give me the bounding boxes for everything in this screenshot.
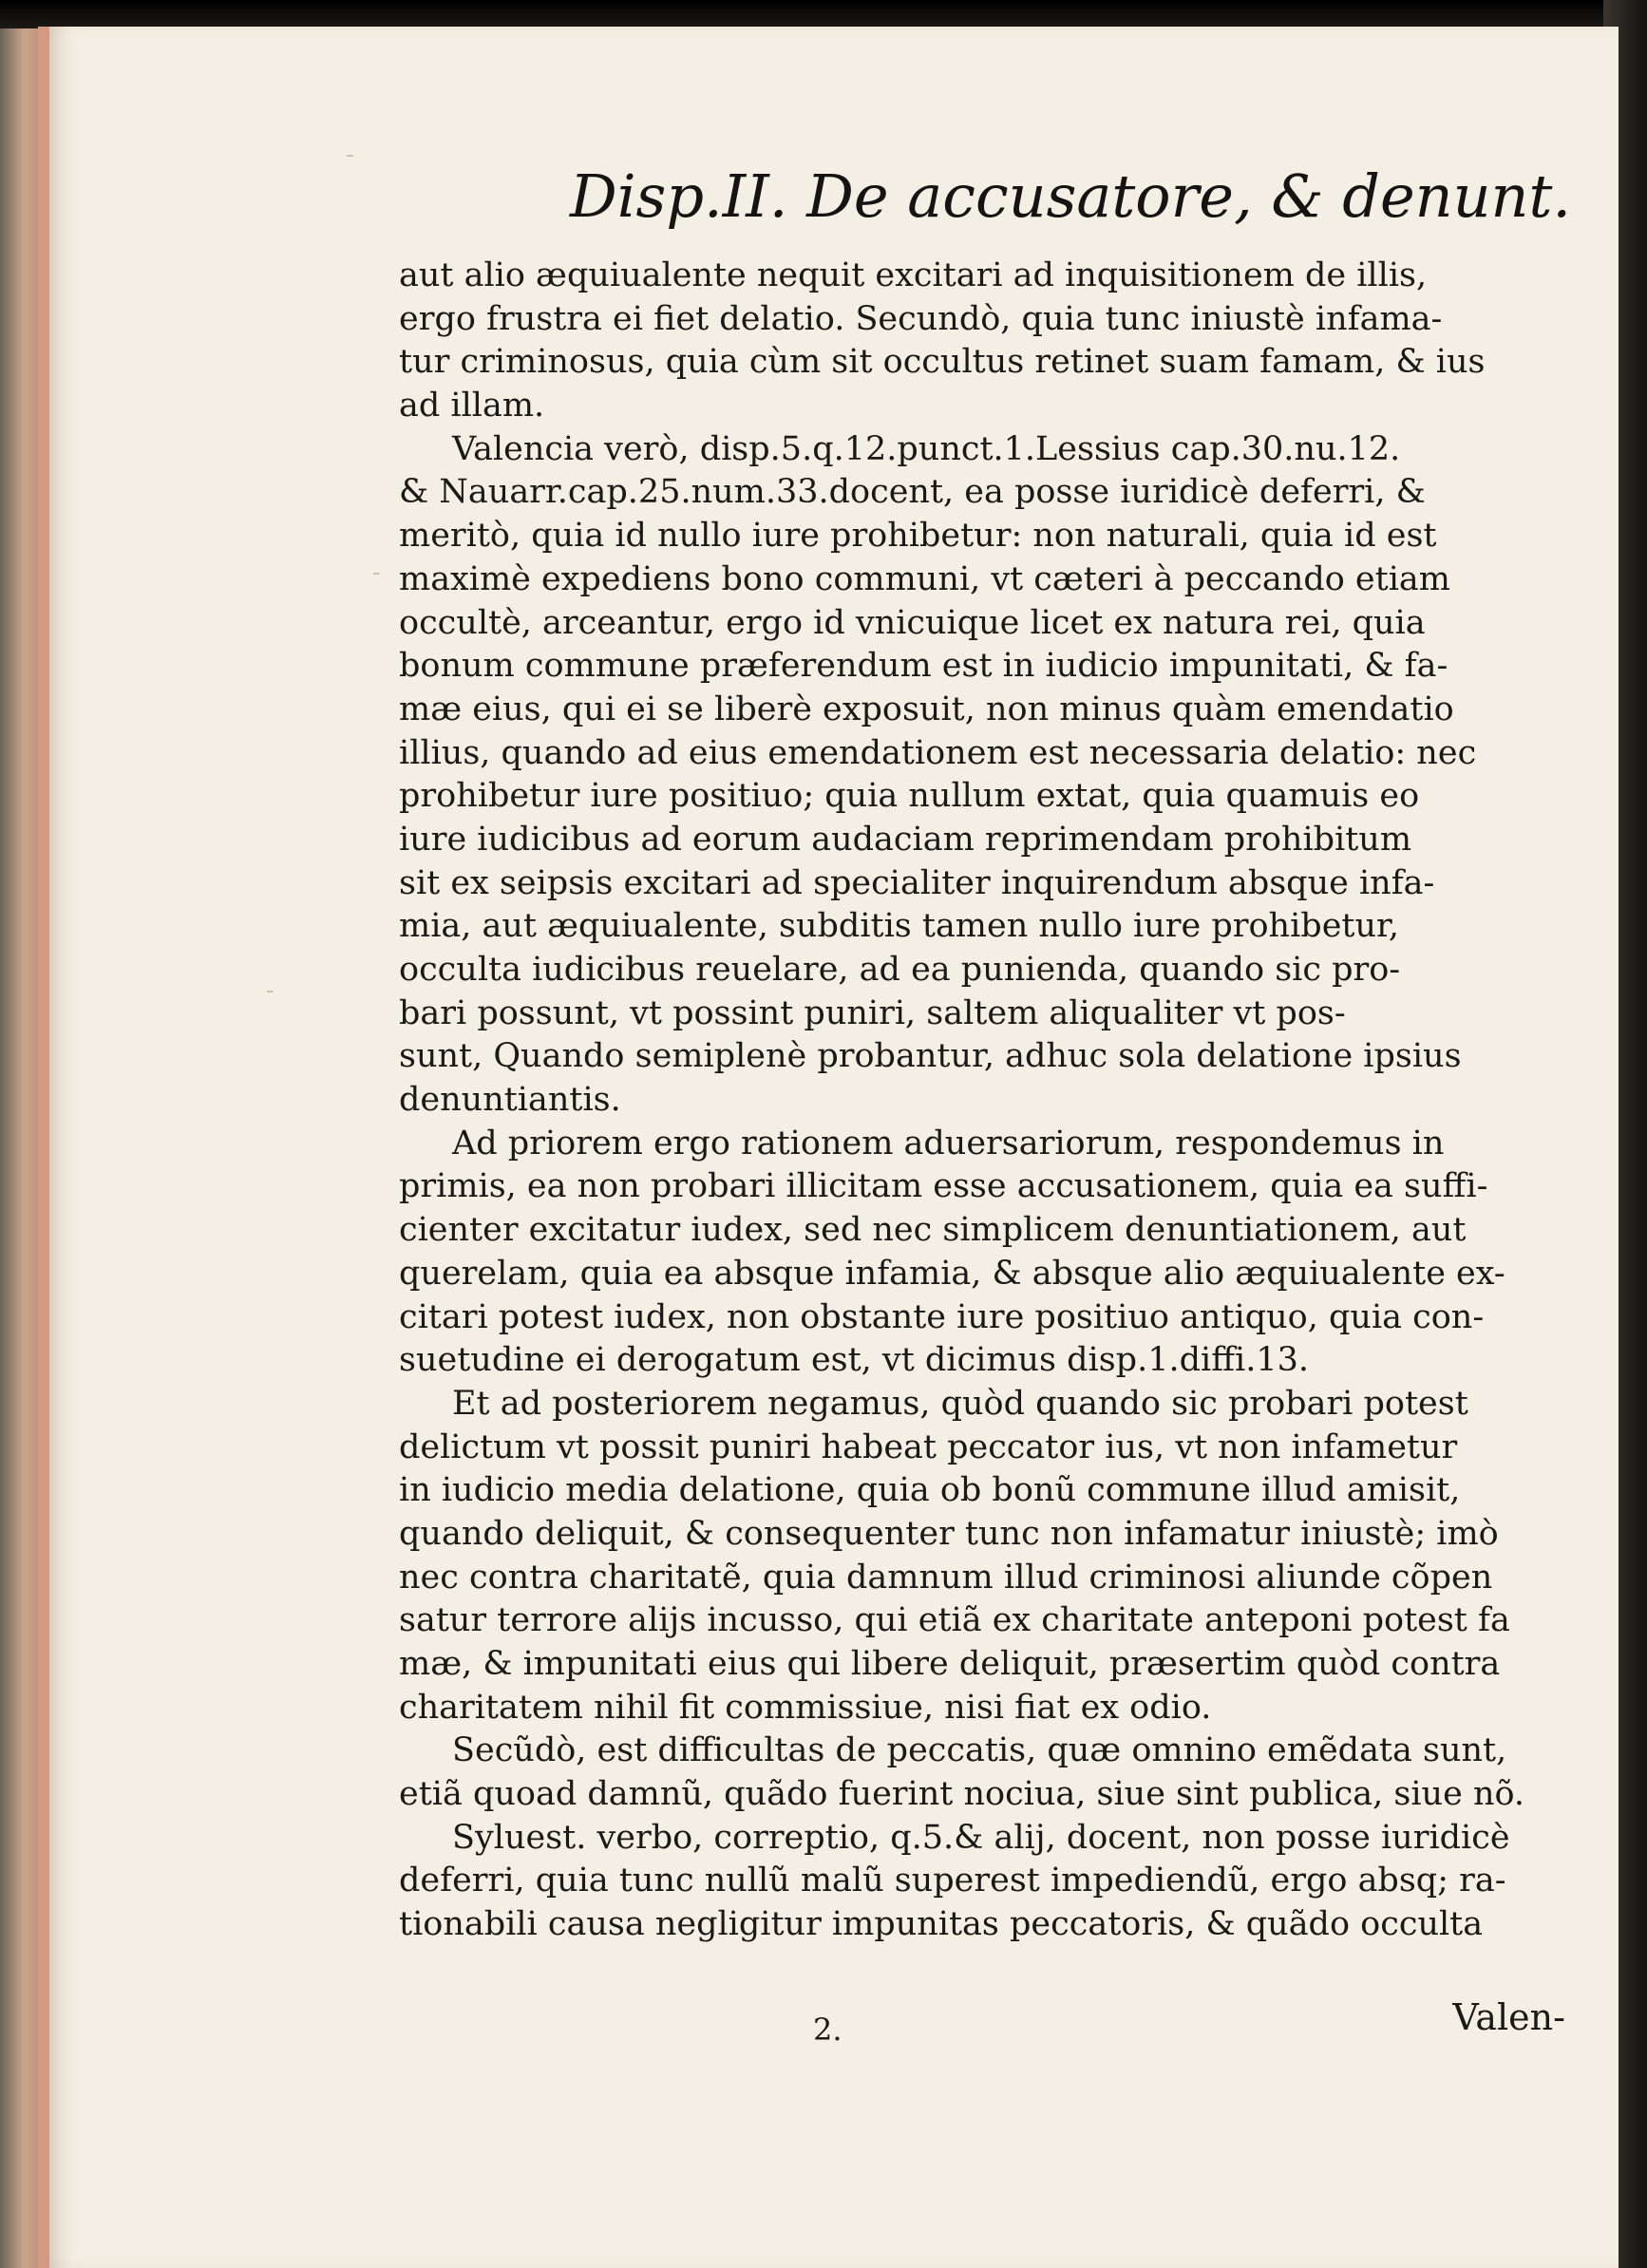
- text-line: cienter excitatur iudex, sed nec simplicem denuntiationem, aut: [399, 1211, 1467, 1250]
- text-line: charitatem nihil fit commissiue, nisi fiat ex odio.: [399, 1688, 1212, 1727]
- text-line: Valencia verò, disp.5.q.12.punct.1.Lessius cap.30.nu.12.: [452, 429, 1401, 468]
- bleed-mark: ‐: [266, 976, 274, 1005]
- running-header: Disp.II. De accusatore, & denunt.: [570, 161, 1572, 231]
- body-text: [399, 255, 1567, 1947]
- text-line: in iudicio media delatione, quia ob bonũ commune illud amisit,: [399, 1471, 1461, 1510]
- text-line: denuntiantis.: [399, 1081, 621, 1120]
- text-line: etiã quoad damnũ, quãdo fuerint nociua, siue sint publica, siue nõ.: [399, 1775, 1525, 1814]
- text-line: Ad priorem ergo rationem aduersariorum, respondemus in: [452, 1124, 1445, 1162]
- text-line: satur terrore alijs incusso, qui etiã ex charitate anteponi potest fa: [399, 1601, 1510, 1640]
- text-line: mæ eius, qui ei se liberè exposuit, non minus quàm emendatio: [399, 690, 1454, 728]
- text-line: bonum commune præferendum est in iudicio impunitati, & fa-: [399, 647, 1448, 686]
- bleed-mark: ‐: [346, 141, 354, 169]
- text-line: iure iudicibus ad eorum audaciam reprimendam prohibitum: [399, 820, 1412, 859]
- text-line: mia, aut æquiualente, subditis tamen nullo iure prohibetur,: [399, 907, 1400, 946]
- text-line: citari potest iudex, non obstante iure positiuo antiquo, quia con-: [399, 1297, 1485, 1336]
- text-line: querelam, quia ea absque infamia, & absque alio æquiualente ex-: [399, 1254, 1505, 1293]
- text-line: Secũdò, est difficultas de peccatis, quæ omnino emẽdata sunt,: [452, 1731, 1507, 1770]
- text-line: Et ad posteriorem negamus, quòd quando sic probari potest: [452, 1384, 1468, 1423]
- catchword: Valen-: [1452, 1996, 1565, 2038]
- text-line: suetudine ei derogatum est, vt dicimus disp.1.diffi.13.: [399, 1341, 1310, 1380]
- text-line: nec contra charitatẽ, quia damnum illud criminosi aliunde cõpen: [399, 1558, 1493, 1597]
- text-line: ad illam.: [399, 387, 545, 425]
- text-line: tur criminosus, quia cùm sit occultus retinet suam famam, & ius: [399, 343, 1486, 382]
- text-line: mæ, & impunitati eius qui libere deliquit, præsertim quòd contra: [399, 1645, 1501, 1683]
- text-line: tionabili causa negligitur impunitas peccatoris, & quãdo occulta: [399, 1905, 1484, 1944]
- text-line: occulta iudicibus reuelare, ad ea punienda, quando sic pro-: [399, 951, 1401, 989]
- signature-mark: 2.: [813, 2012, 842, 2048]
- text-line: bari possunt, vt possint puniri, saltem aliqualiter vt pos-: [399, 993, 1346, 1032]
- text-line: Syluest. verbo, correptio, q.5.& alij, docent, non posse iuridicè: [452, 1818, 1510, 1857]
- text-line: meritò, quia id nullo iure prohibetur: non naturali, quia id est: [399, 517, 1437, 556]
- text-line: ergo frustra ei fiet delatio. Secundò, quia tunc iniustè infama-: [399, 299, 1443, 338]
- text-line: aut alio æquiualente nequit excitari ad inquisitionem de illis,: [399, 256, 1428, 294]
- text-line: deferri, quia tunc nullũ malũ superest impediendũ, ergo absq; ra-: [399, 1862, 1506, 1900]
- text-line: delictum vt possit puniri habeat peccator ius, vt non infametur: [399, 1427, 1458, 1466]
- text-line: primis, ea non probari illicitam esse accusationem, quia ea suffi-: [399, 1167, 1488, 1206]
- text-line: sit ex seipsis excitari ad specialiter inquirendum absque infa-: [399, 863, 1435, 902]
- text-line: sunt, Quando semiplenè probantur, adhuc sola delatione ipsius: [399, 1037, 1462, 1076]
- text-line: occultè, arceantur, ergo id vnicuique licet ex natura rei, quia: [399, 603, 1426, 642]
- text-line: illius, quando ad eius emendationem est necessaria delatio: nec: [399, 733, 1477, 772]
- text-line: quando deliquit, & consequenter tunc non infamatur iniustè; imò: [399, 1514, 1499, 1553]
- text-line: & Nauarr.cap.25.num.33.docent, ea posse iuridicè deferri, &: [399, 473, 1426, 512]
- scan-top-shadow: [0, 0, 1647, 28]
- bleed-mark: ‐: [372, 558, 381, 587]
- text-line: prohibetur iure positiuo; quia nullum extat, quia quamuis eo: [399, 777, 1420, 816]
- text-line: maximè expediens bono communi, vt cæteri à peccando etiam: [399, 559, 1450, 598]
